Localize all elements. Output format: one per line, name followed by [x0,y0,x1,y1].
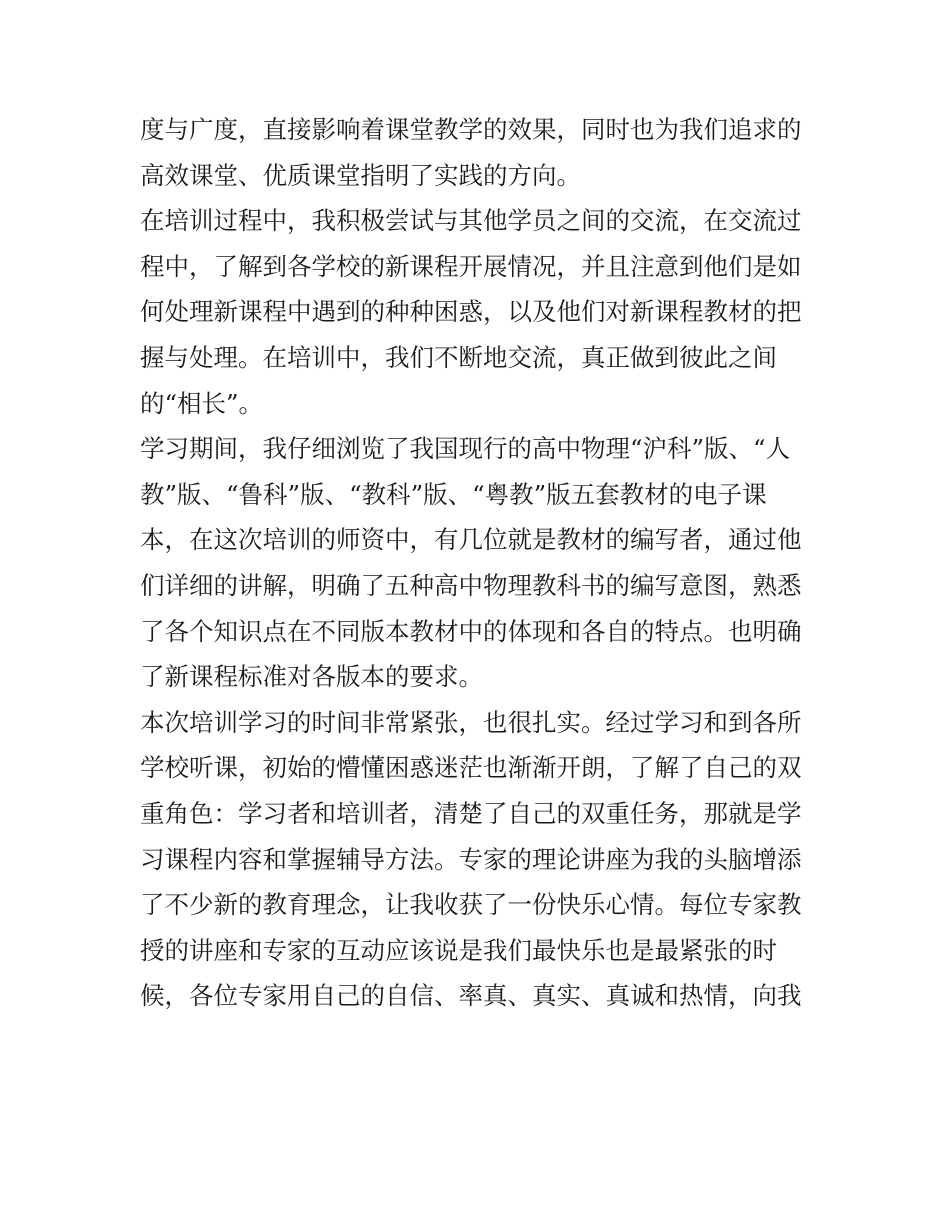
text-line: 学校听课，初始的懵懂困惑迷茫也渐渐开朗，了解了自己的双 [140,753,802,783]
text-line: 的“相长”。 [140,388,264,418]
text-line: 习课程内容和掌握辅导方法。专家的理论讲座为我的头脑增添 [140,844,802,874]
text-line: 了各个知识点在不同版本教材中的体现和各自的特点。也明确 [140,616,802,646]
text-line: 候，各位专家用自己的自信、率真、真实、真诚和热情，向我 [140,981,802,1011]
text-line: 在培训过程中，我积极尝试与其他学员之间的交流，在交流过 [140,206,802,236]
text-line: 何处理新课程中遇到的种种困惑，以及他们对新课程教材的把 [140,297,802,327]
text-line: 授的讲座和专家的互动应该说是我们最快乐也是最紧张的时 [140,935,777,965]
text-line: 学习期间，我仔细浏览了我国现行的高中物理“沪科”版、“人 [140,434,791,464]
text-line: 度与广度，直接影响着课堂教学的效果，同时也为我们追求的 [140,115,802,144]
text-line: 本，在这次培训的师资中，有几位就是教材的编写者，通过他 [140,525,802,555]
text-line: 教”版、“鲁科”版、“教科”版、“粤教”版五套教材的电子课 [140,479,767,509]
text-line: 本次培训学习的时间非常紧张，也很扎实。经过学习和到各所 [140,707,802,737]
text-line: 高效课堂、优质课堂指明了实践的方向。 [140,160,581,190]
text-line: 重角色：学习者和培训者，清楚了自己的双重任务，那就是学 [140,798,802,828]
text-line: 了不少新的教育理念，让我收获了一份快乐心情。每位专家教 [140,890,802,920]
text-line: 们详细的讲解，明确了五种高中物理教科书的编写意图，熟悉 [140,570,802,600]
text-line: 了新课程标准对各版本的要求。 [140,662,483,692]
body-text [140,107,820,1019]
text-line: 握与处理。在培训中，我们不断地交流，真正做到彼此之间 [140,342,777,372]
text-line: 程中，了解到各学校的新课程开展情况，并且注意到他们是如 [140,251,802,281]
